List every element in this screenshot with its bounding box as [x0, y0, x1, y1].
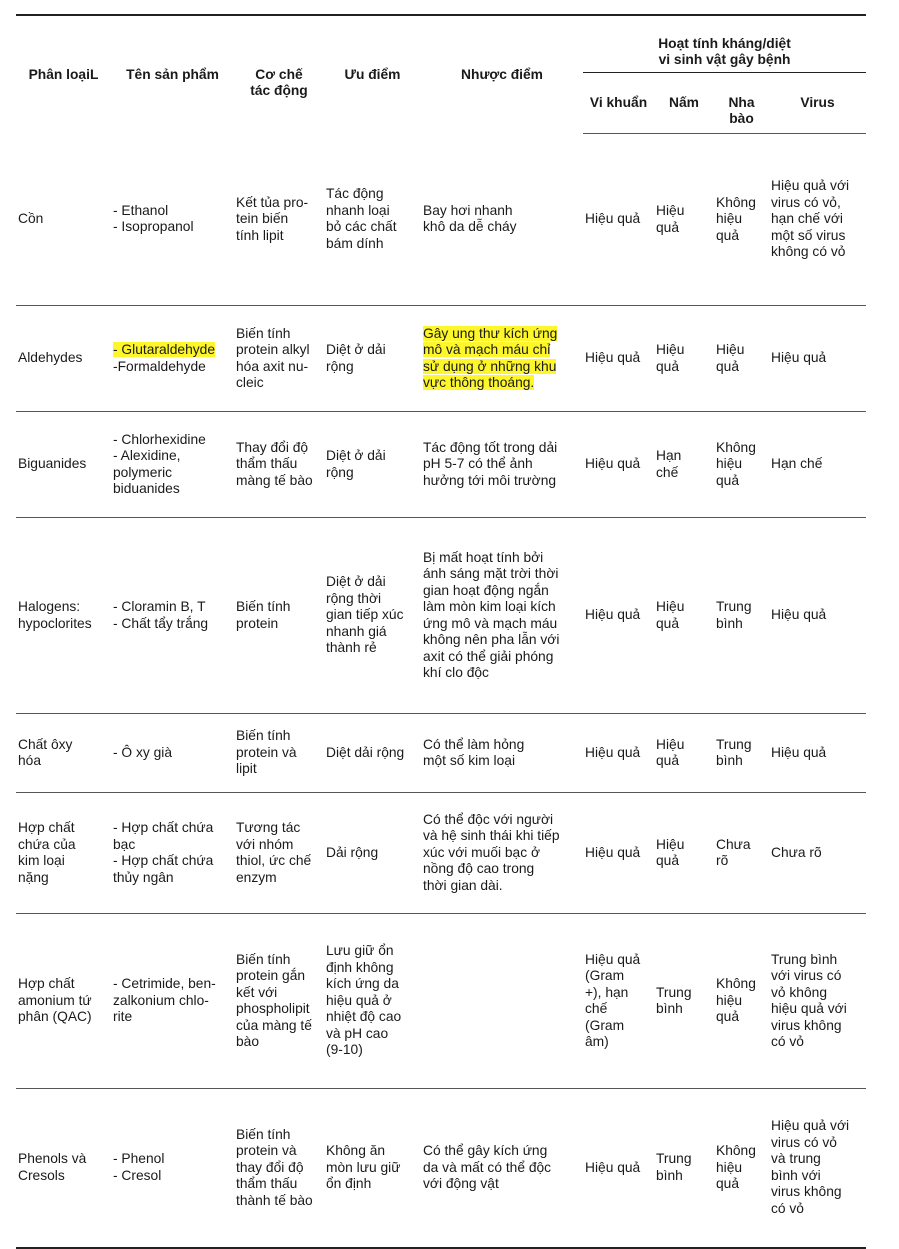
- cell-protozoa: [714, 412, 769, 518]
- product-text: - Ethanol - Isopropanol: [113, 202, 194, 235]
- bacteria-text: Hiệu quả: [585, 744, 641, 760]
- protozoa-text: Không hiệu quả: [716, 439, 756, 488]
- cell-mechanism: [234, 134, 324, 306]
- cell-virus: [769, 793, 866, 914]
- cell-protozoa: [714, 1089, 769, 1248]
- header-bacteria: [583, 73, 654, 134]
- table-row: [16, 134, 866, 306]
- protozoa-text: Hiệu quả: [716, 342, 745, 374]
- cell-fungi: [654, 714, 714, 793]
- cell-classification: [16, 714, 111, 793]
- advantages-text: Diệt ở dải rộng: [326, 448, 386, 480]
- cell-bacteria: [583, 412, 654, 518]
- fungi-text: Trung bình: [656, 1151, 692, 1183]
- fungi-text: Hiệu quả: [656, 736, 685, 768]
- cell-advantages: [324, 134, 421, 306]
- protozoa-text: Chưa rõ: [716, 836, 751, 868]
- cell-virus: [769, 306, 866, 412]
- cell-product: [111, 714, 234, 793]
- cell-fungi: [654, 518, 714, 714]
- bacteria-text: Hiệu quả: [585, 456, 641, 472]
- cell-virus: [769, 412, 866, 518]
- bacteria-text: Hiệu quả: [585, 844, 641, 860]
- cell-mechanism: [234, 793, 324, 914]
- cell-bacteria: [583, 793, 654, 914]
- cell-mechanism: [234, 714, 324, 793]
- cell-advantages: [324, 1089, 421, 1248]
- bacteria-text: Hiệu quả: [585, 211, 641, 227]
- header-mechanism-label: Cơ chế tác động: [250, 66, 308, 98]
- mechanism-text: Biến tính protein và lipit: [236, 728, 297, 777]
- classification-text: Biguanides: [18, 456, 87, 472]
- cell-classification: [16, 412, 111, 518]
- header-activity-group: [583, 15, 866, 73]
- mechanism-text: Kết tủa pro- tein biến tính lipit: [236, 194, 309, 243]
- header-product: [111, 15, 234, 134]
- cell-bacteria: [583, 518, 654, 714]
- cell-advantages: [324, 793, 421, 914]
- bacteria-text: Hiệu quả: [585, 350, 641, 366]
- cell-product: [111, 793, 234, 914]
- cell-protozoa: [714, 914, 769, 1089]
- mechanism-text: Biến tính protein alkyl hóa axit nu- cleic: [236, 325, 310, 390]
- table-row: [16, 714, 866, 793]
- header-classification: [16, 15, 111, 134]
- cell-virus: [769, 518, 866, 714]
- fungi-text: Trung bình: [656, 984, 692, 1016]
- cell-protozoa: [714, 714, 769, 793]
- cell-advantages: [324, 306, 421, 412]
- cell-product: [111, 518, 234, 714]
- header-advantages: [324, 15, 421, 134]
- classification-text: Chất ôxy hóa: [18, 736, 73, 768]
- table-row: [16, 793, 866, 914]
- cell-protozoa: [714, 306, 769, 412]
- virus-text: Hiệu quả với virus có vỏ, hạn chế với một số virus không có vỏ: [771, 178, 850, 260]
- disadvantages-text: Có thể gây kích ứng da và mất có thể độc với động vật: [423, 1143, 552, 1191]
- fungi-text: Hiệu quả: [656, 599, 685, 631]
- cell-protozoa: [714, 134, 769, 306]
- cell-mechanism: [234, 914, 324, 1089]
- product-text: - Cloramin B, T - Chất tẩy trắng: [113, 599, 209, 631]
- cell-disadvantages: [421, 518, 583, 714]
- fungi-text: Hiệu quả: [656, 203, 685, 235]
- mechanism-text: Biến tính protein gắn kết với phospholipit của màng tế bào: [236, 951, 312, 1049]
- header-fungi: [654, 73, 714, 134]
- cell-bacteria: [583, 306, 654, 412]
- product-text: - Phenol - Cresol: [113, 1151, 165, 1183]
- header-disadvantages: [421, 15, 583, 134]
- cell-advantages: [324, 914, 421, 1089]
- cell-protozoa: [714, 518, 769, 714]
- cell-classification: [16, 793, 111, 914]
- cell-classification: [16, 518, 111, 714]
- cell-bacteria: [583, 134, 654, 306]
- mechanism-text: Biến tính protein: [236, 599, 291, 631]
- disadvantages-text: Bị mất hoạt tính bởi ánh sáng mặt trời thời gian hoạt động ngắn làm mòn kim loại kích ứng mô và mạch máu không nên pha lẫn với axit có thể giải phóng khí clo độc: [423, 549, 560, 680]
- classification-text: Hợp chất chứa của kim loại nặng: [18, 820, 76, 885]
- header-fungi-label: Nấm: [669, 94, 699, 110]
- cell-virus: [769, 1089, 866, 1248]
- table-row: [16, 1089, 866, 1248]
- disadvantages-text: Bay hơi nhanh khô da dễ cháy: [423, 202, 517, 235]
- cell-mechanism: [234, 518, 324, 714]
- virus-text: Hạn chế: [771, 456, 823, 472]
- header-advantages-label: Ưu điểm: [344, 66, 401, 82]
- cell-mechanism: [234, 412, 324, 518]
- product-text: - Ô xy già: [113, 744, 173, 760]
- header-activity-group-label: Hoạt tính kháng/diệt vi sinh vật gây bệnh: [658, 35, 791, 68]
- cell-fungi: [654, 1089, 714, 1248]
- mechanism-text: Thay đổi độ thẩm thấu màng tế bào: [236, 439, 313, 488]
- fungi-text: Hiệu quả: [656, 342, 685, 374]
- header-classification-label: Phân loạiL: [28, 66, 99, 82]
- table-body: [16, 134, 866, 1248]
- header-disadvantages-label: Nhược điểm: [461, 66, 543, 82]
- protozoa-text: Không hiệu quả: [716, 1143, 756, 1191]
- advantages-text: Tác động nhanh loại bỏ các chất bám dính: [326, 186, 397, 251]
- virus-text: Hiệu quả với virus có vỏ và trung bình với virus không có vỏ: [771, 1118, 850, 1216]
- cell-bacteria: [583, 1089, 654, 1248]
- bacteria-text: Hiệu quả: [585, 1159, 641, 1175]
- cell-product: [111, 412, 234, 518]
- protozoa-text: Không hiệu quả: [716, 976, 756, 1025]
- cell-disadvantages: [421, 793, 583, 914]
- disadvantages-text: Tác động tốt trong dải pH 5-7 có thể ảnh hưởng tới môi trường: [423, 439, 558, 488]
- advantages-text: Không ăn mòn lưu giữ ổn định: [326, 1143, 401, 1191]
- cell-advantages: [324, 518, 421, 714]
- cell-bacteria: [583, 714, 654, 793]
- cell-virus: [769, 714, 866, 793]
- header-protozoa-label: Nha bào: [728, 94, 755, 127]
- header-virus-label: Virus: [800, 94, 835, 110]
- disinfectant-table: [16, 14, 866, 1249]
- cell-mechanism: [234, 306, 324, 412]
- classification-text: Phenols và Cresols: [18, 1151, 87, 1183]
- classification-text: Cồn: [18, 211, 44, 226]
- disadvantages-text: Gây ung thư kích ứng mô và mạch máu chỉ sử dụng ở những khu vực thông thoáng.: [423, 325, 558, 390]
- cell-advantages: [324, 714, 421, 793]
- header-protozoa: [714, 73, 769, 134]
- advantages-text: Diệt ở dải rộng: [326, 342, 386, 374]
- protozoa-text: Trung bình: [716, 736, 752, 768]
- virus-text: Trung bình với virus có vỏ không hiệu quả với virus không có vỏ: [771, 951, 847, 1049]
- cell-classification: [16, 1089, 111, 1248]
- disinfectant-comparison-document: [16, 14, 866, 1249]
- disadvantages-text: Có thể độc với người và hệ sinh thái khi tiếp xúc với muối bạc ở nồng độ cao trong thời gian dài.: [423, 811, 560, 893]
- cell-disadvantages: [421, 306, 583, 412]
- cell-product: [111, 914, 234, 1089]
- cell-fungi: [654, 306, 714, 412]
- disadvantages-text: Có thể làm hỏng một số kim loại: [423, 736, 525, 768]
- protozoa-text: Không hiệu quả: [716, 194, 756, 243]
- table-header: [16, 15, 866, 134]
- cell-classification: [16, 914, 111, 1089]
- virus-text: Hiệu quả: [771, 744, 827, 760]
- product-text: - Cetrimide, ben- zalkonium chlo- rite: [113, 976, 216, 1025]
- virus-text: Hiệu quả: [771, 607, 827, 623]
- classification-text: Halogens: hypoclorites: [18, 599, 92, 631]
- cell-classification: [16, 134, 111, 306]
- mechanism-text: Biến tính protein và thay đổi độ thẩm thấu thành tế bào: [236, 1126, 313, 1208]
- cell-product: [111, 134, 234, 306]
- header-product-label: Tên sản phẩm: [126, 66, 219, 82]
- cell-classification: [16, 306, 111, 412]
- bacteria-text: Hiệu quả (Gram +), hạn chế (Gram âm): [585, 951, 641, 1049]
- classification-text: Aldehydes: [18, 350, 83, 366]
- table-row: [16, 914, 866, 1089]
- virus-text: Chưa rõ: [771, 844, 822, 860]
- cell-disadvantages: [421, 914, 583, 1089]
- cell-disadvantages: [421, 412, 583, 518]
- cell-mechanism: [234, 1089, 324, 1248]
- product-text: -Formaldehyde: [113, 358, 206, 374]
- cell-fungi: [654, 134, 714, 306]
- product-text: - Chlorhexidine - Alexidine, polymeric biduanides: [113, 431, 206, 496]
- cell-disadvantages: [421, 714, 583, 793]
- product-highlighted-text: - Glutaraldehyde: [113, 342, 216, 357]
- fungi-text: Hạn chế: [656, 448, 682, 480]
- table-row: [16, 412, 866, 518]
- virus-text: Hiệu quả: [771, 350, 827, 366]
- advantages-text: Lưu giữ ổn định không kích ứng da hiệu quả ở nhiệt độ cao và pH cao (9-10): [326, 943, 402, 1058]
- protozoa-text: Trung bình: [716, 599, 752, 631]
- advantages-text: Diệt ở dải rộng thời gian tiếp xúc nhanh giá thành rẻ: [326, 574, 404, 656]
- cell-disadvantages: [421, 134, 583, 306]
- cell-advantages: [324, 412, 421, 518]
- header-mechanism: [234, 15, 324, 134]
- cell-fungi: [654, 914, 714, 1089]
- cell-virus: [769, 134, 866, 306]
- cell-product: [111, 1089, 234, 1248]
- product-text: - Hợp chất chứa bạc - Hợp chất chứa thủy ngân: [113, 820, 214, 885]
- cell-bacteria: [583, 914, 654, 1089]
- header-bacteria-label: Vi khuẩn: [589, 94, 648, 110]
- fungi-text: Hiệu quả: [656, 836, 685, 868]
- bacteria-text: Hiệu quả: [585, 607, 641, 623]
- cell-disadvantages: [421, 1089, 583, 1248]
- advantages-text: Dải rộng: [326, 844, 379, 860]
- header-virus: [769, 73, 866, 134]
- cell-fungi: [654, 412, 714, 518]
- table-row: [16, 306, 866, 412]
- advantages-text: Diệt dải rộng: [326, 744, 405, 760]
- cell-protozoa: [714, 793, 769, 914]
- cell-fungi: [654, 793, 714, 914]
- classification-text: Hợp chất amonium tứ phân (QAC): [18, 976, 92, 1025]
- table-row: [16, 518, 866, 714]
- cell-virus: [769, 914, 866, 1089]
- cell-product: [111, 306, 234, 412]
- mechanism-text: Tương tác với nhóm thiol, ức chế enzym: [236, 820, 312, 885]
